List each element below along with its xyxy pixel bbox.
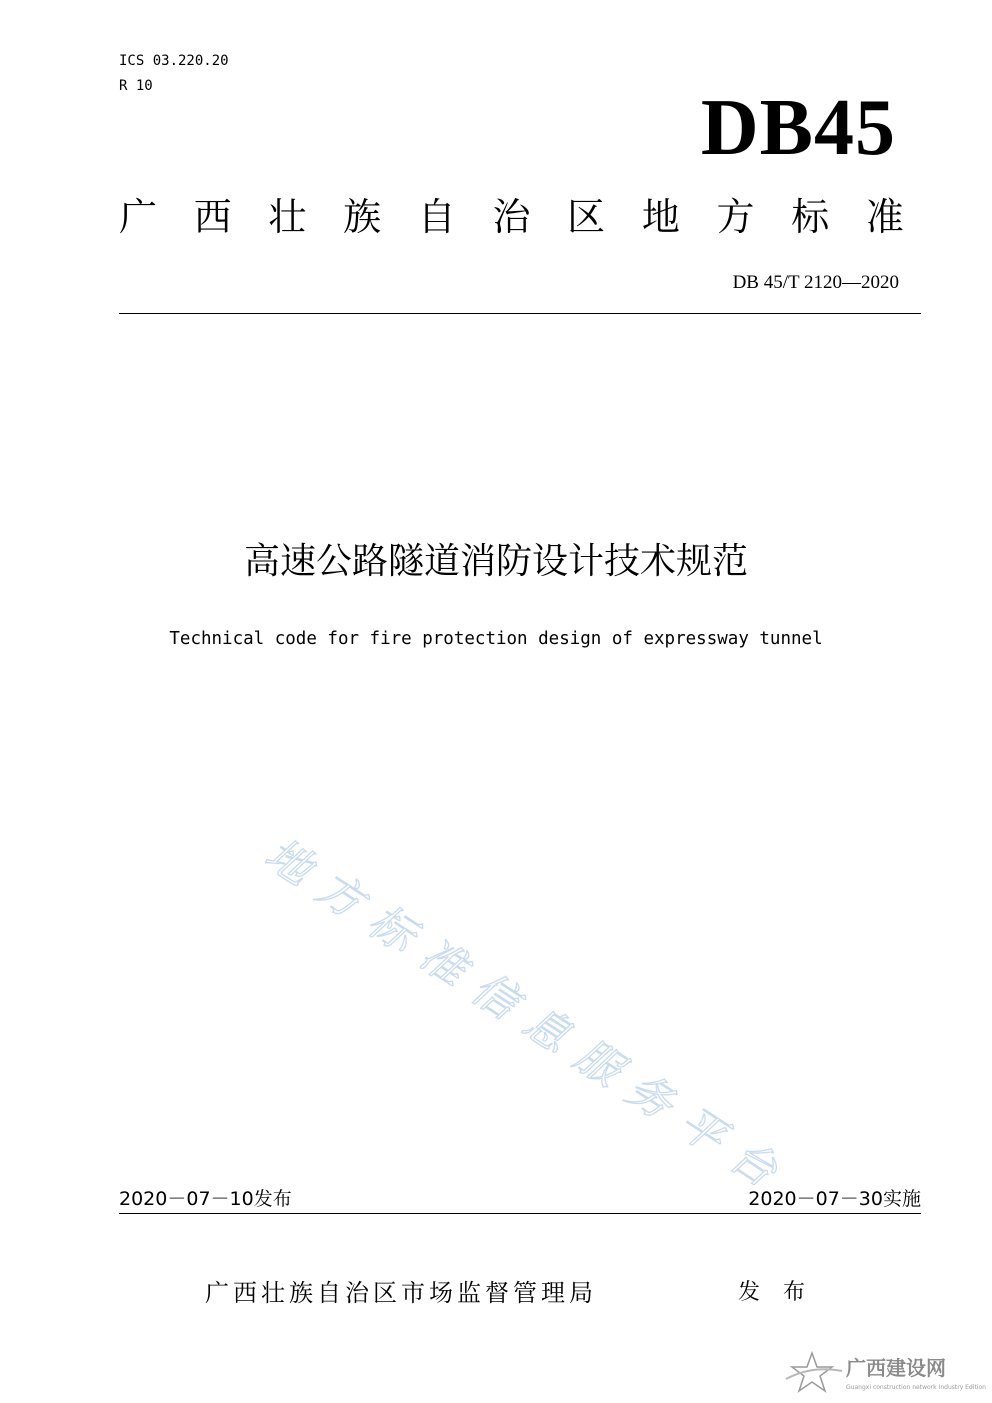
standard-type-char: 自 <box>417 195 456 239</box>
corner-logo-text: 广西建设网 <box>846 1356 946 1380</box>
document-title-chinese: 高速公路隧道消防设计技术规范 <box>243 541 748 582</box>
ics-code: ICS 03.220.20 <box>119 53 229 69</box>
corner-logo-subtitle: Guangxi construction network Industry Edition <box>846 1384 987 1391</box>
standard-type-char: 族 <box>343 195 382 239</box>
standard-type-char: 治 <box>492 195 531 239</box>
effective-date: 2020－07－30实施 <box>748 1188 921 1210</box>
standard-type-char: 方 <box>716 195 755 239</box>
corner-logo <box>784 1349 989 1397</box>
issuing-authority: 广西壮族自治区市场监督管理局 <box>205 1279 597 1307</box>
standard-type-char: 壮 <box>268 195 307 239</box>
standard-type-char: 标 <box>791 195 830 239</box>
watermark-text: 地方标准信息服务平台 <box>256 828 786 1197</box>
standard-type-char: 地 <box>641 195 680 239</box>
standard-type-char: 广 <box>119 195 158 239</box>
classification-code: R 10 <box>119 78 153 94</box>
star-icon <box>786 1353 842 1391</box>
standard-type-char: 区 <box>567 195 606 239</box>
footer-divider <box>119 1213 921 1214</box>
standard-logo: DB45 <box>700 84 896 172</box>
standard-type-char: 准 <box>865 195 904 239</box>
standard-type-char: 西 <box>193 195 232 239</box>
document-title-english: Technical code for fire protection design of expressway tunnel <box>169 629 823 649</box>
standard-number: DB 45/T 2120—2020 <box>732 272 899 293</box>
issue-label: 发 布 <box>738 1280 813 1305</box>
publish-date: 2020－07－10发布 <box>119 1188 292 1210</box>
